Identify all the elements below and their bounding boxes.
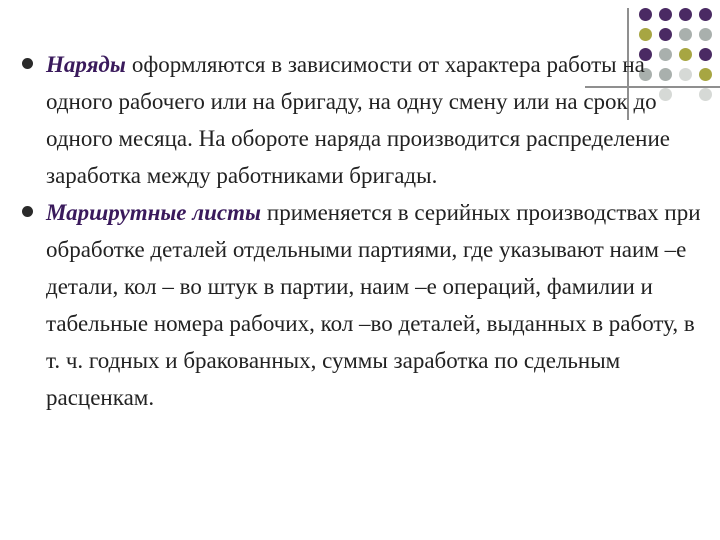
bullet-item-naryady <box>20 46 710 194</box>
bullet-text: применяется в серийных производствах при обработке деталей отдельными партиями, где указывают наим –е детали, кол – во штук в партии, наим –е операций, фамилии и табельные номера рабочих, кол –во деталей, выданных в работу, в т. ч. годных и бракованных, суммы заработка по сдельным расценкам. <box>46 200 701 410</box>
slide-content <box>20 46 710 416</box>
decor-dot <box>639 8 652 21</box>
decor-dot <box>659 8 672 21</box>
decor-dot <box>699 8 712 21</box>
decor-dot <box>639 28 652 41</box>
bullet-term: Маршрутные листы <box>46 200 261 225</box>
decor-dot <box>699 28 712 41</box>
bullet-dot-icon <box>22 58 33 69</box>
bullet-list <box>20 46 710 416</box>
bullet-text: оформляются в зависимости от характера работы на одного рабочего или на бригаду, на одну смену или на срок до одного месяца. На обороте наряда производится распределение заработка между работниками бригады. <box>46 52 671 188</box>
bullet-dot-icon <box>22 206 33 217</box>
bullet-item-marshrutnye-listy <box>20 194 710 416</box>
decor-dot <box>679 8 692 21</box>
decor-dot <box>659 28 672 41</box>
decor-dot <box>679 28 692 41</box>
bullet-term: Наряды <box>46 52 126 77</box>
